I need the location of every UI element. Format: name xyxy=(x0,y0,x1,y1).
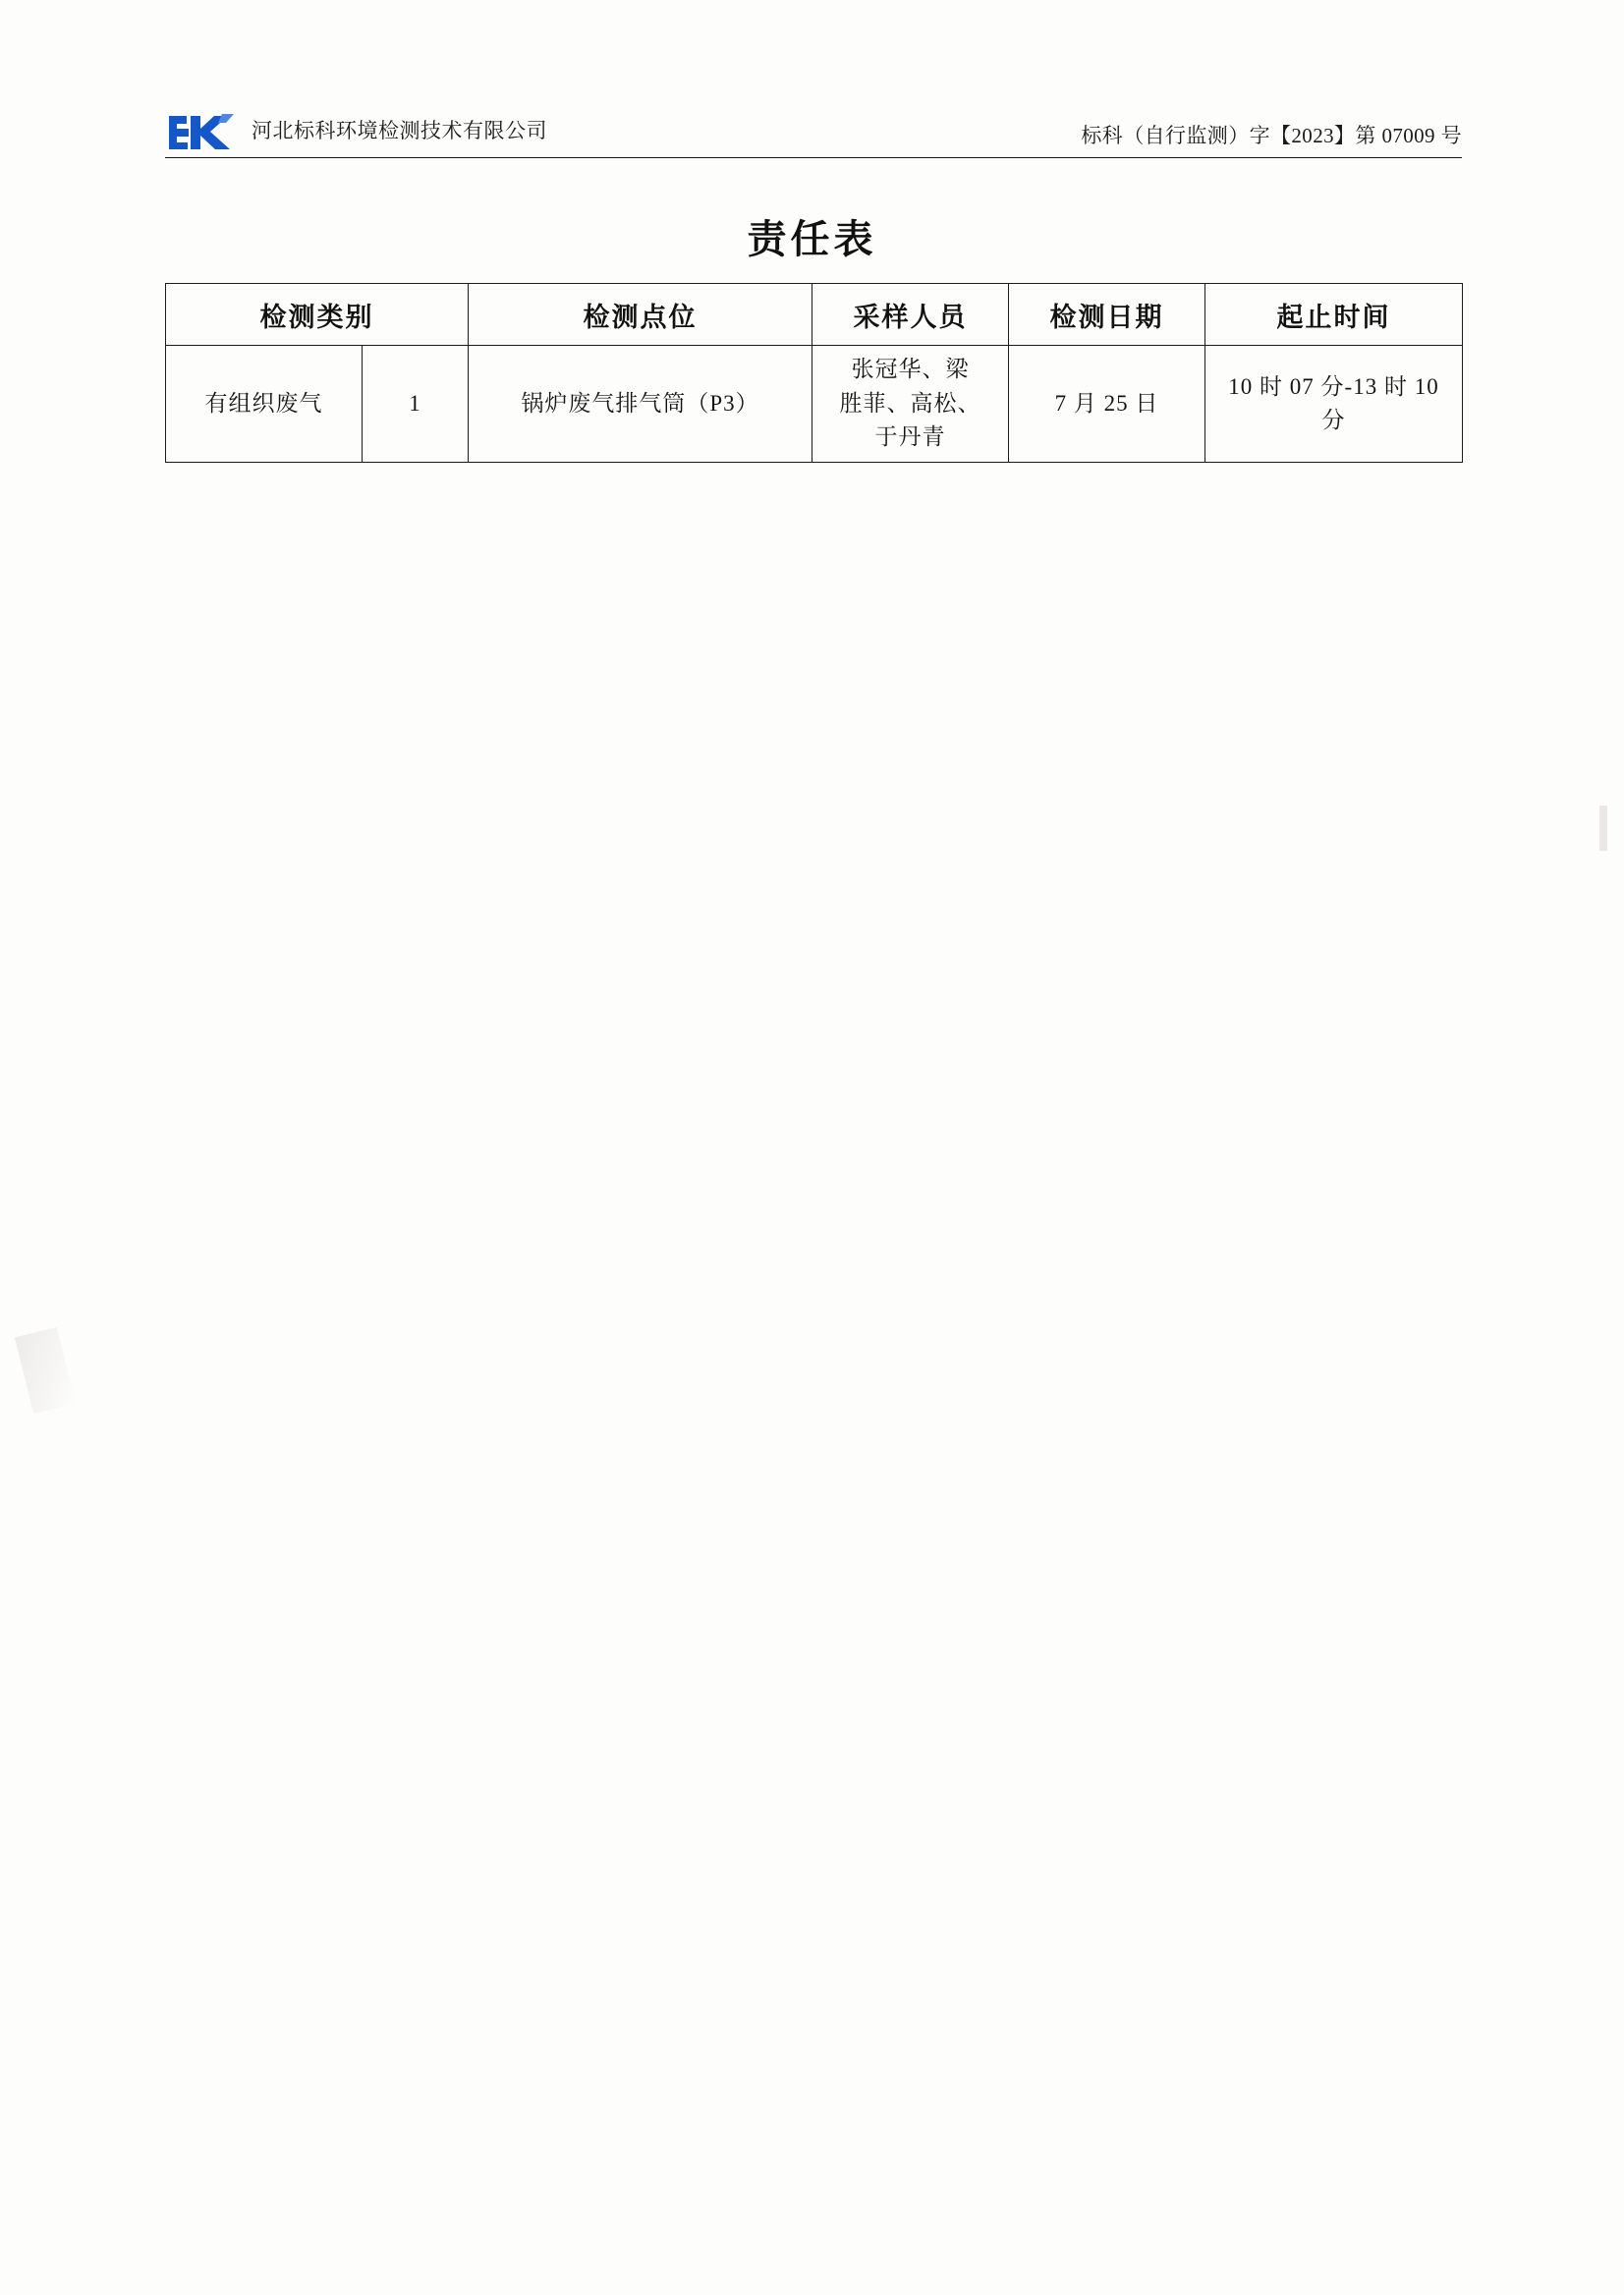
header-left-group xyxy=(165,110,547,151)
cell-point: 锅炉废气排气筒（P3） xyxy=(469,346,812,463)
header-divider xyxy=(165,157,1462,158)
company-name: 河北标科环境检测技术有限公司 xyxy=(252,120,547,142)
scan-artifact-right xyxy=(1599,806,1607,851)
cell-staff-line1: 张冠华、梁 xyxy=(851,357,970,382)
column-header-date: 检测日期 xyxy=(1009,284,1205,346)
cell-staff-line2: 胜菲、高松、 xyxy=(839,390,981,416)
table-header-row xyxy=(166,284,1463,346)
table-row xyxy=(166,346,1463,463)
column-header-category: 检测类别 xyxy=(166,284,469,346)
cell-time-line1: 10 时 07 分-13 时 10 xyxy=(1228,373,1439,399)
cell-number: 1 xyxy=(363,346,469,463)
cell-staff xyxy=(812,346,1009,463)
responsibility-table xyxy=(165,283,1463,463)
scan-artifact-left xyxy=(15,1327,76,1414)
page-header xyxy=(165,94,1462,151)
column-header-point: 检测点位 xyxy=(469,284,812,346)
report-number: 标科（自行监测）字【2023】第 07009 号 xyxy=(1081,124,1462,147)
cell-time-line2: 分 xyxy=(1321,408,1346,432)
cell-time xyxy=(1205,346,1463,463)
responsibility-table-container xyxy=(165,283,1462,463)
page-title: 责任表 xyxy=(747,218,877,261)
cell-date: 7 月 25 日 xyxy=(1009,346,1205,463)
cell-staff-line3: 于丹青 xyxy=(874,424,946,450)
column-header-staff: 采样人员 xyxy=(812,284,1009,346)
cell-category: 有组织废气 xyxy=(166,346,363,463)
column-header-time: 起止时间 xyxy=(1205,284,1463,346)
bk-logo-icon xyxy=(165,110,238,151)
